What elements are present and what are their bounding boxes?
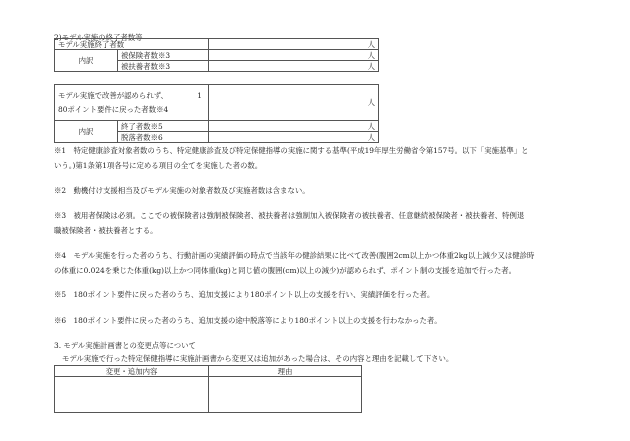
completed-label: 終了者数※5 — [118, 121, 209, 132]
note-3-line2: 職被保険者・被扶養者とする。 — [54, 226, 158, 235]
breakdown-label: 内訳 — [55, 121, 118, 143]
dropout-label: 脱落者数※6 — [118, 132, 209, 143]
reverted-label-line1: モデル実施で改善が認められず、 — [58, 90, 168, 100]
note-3-line1: ※3 被用者保険は必須。ここでの被保険者は強制被保険者、被扶養者は強制加入被保険者の被扶養者、任意継続被保険者・被扶養者、特例退 — [54, 211, 525, 220]
change-content-field[interactable] — [55, 377, 209, 413]
reverted-label-cell — [55, 85, 209, 121]
dependent-label: 被扶養者数※3 — [118, 61, 209, 72]
completion-count-table — [54, 38, 379, 72]
col-reason-header: 理由 — [209, 366, 362, 377]
section2-title: 2)モデル実施の終了者数等 — [54, 33, 143, 42]
reverted-label-line2: 80ポイント要件に戻った者数※4 — [58, 104, 169, 114]
section3-title: 3. モデル実施計画書との変更点等について — [54, 341, 196, 350]
completed-value-field[interactable]: 人 — [209, 121, 379, 132]
insured-label: 被保険者数※3 — [118, 50, 209, 61]
reverted-label-num: 1 — [197, 91, 202, 100]
reverted-count-table — [54, 84, 379, 143]
note-6: ※6 180ポイント要件に戻った者のうち、追加支援の途中脱落等により180ポイント以上の支援を行わなかった者。 — [54, 316, 442, 325]
dropout-value-field[interactable]: 人 — [209, 132, 379, 143]
note-2: ※2 動機付け支援相当及びモデル実施の対象者数及び実施者数は含まない。 — [54, 186, 310, 195]
section3-description: モデル実施で行った特定保健指導に実施計画書から変更又は追加があった場合は、その内容と理由を記載して下さい。 — [62, 354, 454, 363]
note-4-line1: ※4 モデル実施を行った者のうち、行動計画の実績評価の時点で当該年の健診結果に比べて改善(腹囲2cm以上かつ体重2kg以上減少又は健診時 — [54, 251, 535, 260]
dependent-value-field[interactable]: 人 — [209, 61, 379, 72]
note-1-line2: いう。)第1条第1項各号に定める項目の全てを実施した者の数。 — [54, 161, 263, 170]
breakdown-label: 内訳 — [55, 50, 118, 72]
reason-field[interactable] — [209, 377, 362, 413]
total-label: モデル実施終了者数 — [55, 39, 209, 50]
col-change-header: 変更・追加内容 — [55, 366, 209, 377]
changes-table — [54, 365, 362, 413]
note-1-line1: ※1 特定健康診査対象者数のうち、特定健康診査及び特定保健指導の実施に関する基準(平成19年厚生労働省令第157号。以下「実施基準」と — [54, 146, 529, 155]
note-5: ※5 180ポイント要件に戻った者のうち、追加支援により180ポイント以上の支援を行い、実績評価を行った者。 — [54, 290, 435, 299]
note-4-line2: の体重に0.024を乗じた体重(kg)以上かつ同体重(kg)と同じ値の腹囲(cm)以上の減少)が認められず、ポイント制の支援を追加で行った者。 — [54, 266, 517, 275]
reverted-value-field[interactable]: 人 — [209, 85, 379, 121]
total-value-field[interactable]: 人 — [209, 39, 379, 50]
insured-value-field[interactable]: 人 — [209, 50, 379, 61]
